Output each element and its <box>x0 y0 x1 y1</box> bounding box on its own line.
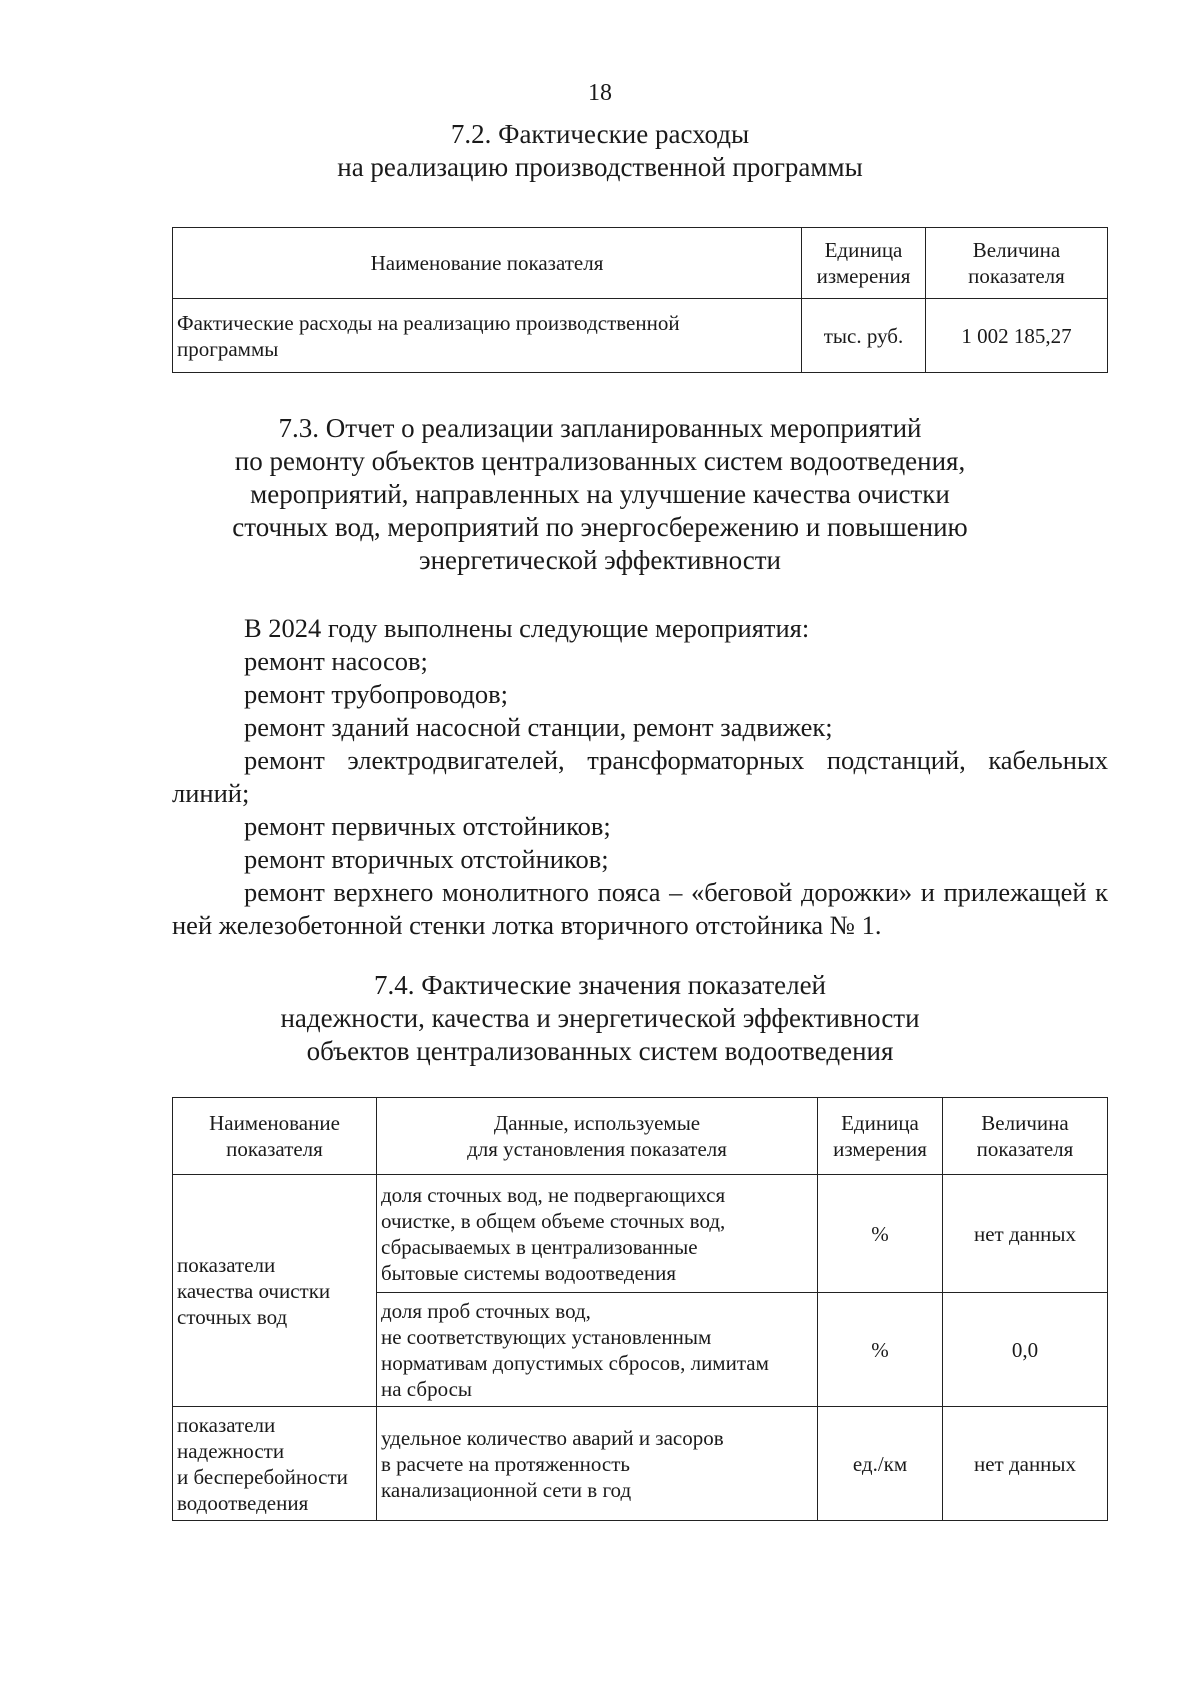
list-item: ремонт первичных отстойников; <box>244 811 611 841</box>
header-cell-value: Величина показателя <box>943 1098 1108 1175</box>
table-row <box>173 1175 1108 1293</box>
expenses-unit-cell: тыс. руб. <box>802 299 926 373</box>
indicator-data-cell: удельное количество аварий и засоров в расчете на протяженность канализационной сети в год <box>377 1407 818 1521</box>
expenses-name-cell: Фактические расходы на реализацию производственной программы <box>173 299 802 373</box>
indicators-table <box>172 1097 1108 1521</box>
list-item: ремонт верхнего монолитного пояса – «беговой дорожки» и прилежащей к ней железобетонной стенки лотка вторичного отстойника № 1. <box>172 877 1108 940</box>
section-7-3-title: 7.3. Отчет о реализации запланированных мероприятий по ремонту объектов централизованных систем водоотведения, мероприятий, направленных на улучшение качества очистки сточных вод, мероприятий по энергосбережению и повышению энергетической эффективности <box>232 413 968 575</box>
table-row <box>173 1407 1108 1521</box>
header-cell-data: Данные, используемые для установления показателя <box>377 1098 818 1175</box>
section-7-4-title: 7.4. Фактические значения показателей надежности, качества и энергетической эффективности объектов централизованных систем водоотведения <box>280 970 920 1066</box>
header-cell-value: Величина показателя <box>926 228 1108 299</box>
list-item: ремонт электродвигателей, трансформаторных подстанций, кабельных линий; <box>172 745 1108 808</box>
indicator-group-quality: показатели качества очистки сточных вод <box>173 1175 377 1407</box>
section-7-2-title: 7.2. Фактические расходы на реализацию производственной программы <box>337 119 863 182</box>
list-item: ремонт вторичных отстойников; <box>244 844 609 874</box>
indicator-unit-cell: % <box>818 1293 943 1407</box>
indicator-value-cell: нет данных <box>943 1175 1108 1293</box>
header-cell-name: Наименование показателя <box>173 1098 377 1175</box>
list-intro: В 2024 году выполнены следующие мероприятия: <box>244 613 810 643</box>
indicator-data-cell: доля сточных вод, не подвергающихся очистке, в общем объеме сточных вод, сбрасываемых в централизованные бытовые системы водоотведения <box>377 1175 818 1293</box>
indicator-value-cell: нет данных <box>943 1407 1108 1521</box>
header-cell-name: Наименование показателя <box>173 228 802 299</box>
expenses-value-cell: 1 002 185,27 <box>926 299 1108 373</box>
list-item: ремонт трубопроводов; <box>244 679 508 709</box>
indicator-data-cell: доля проб сточных вод, не соответствующих установленным нормативам допустимых сбросов, лимитам на сбросы <box>377 1293 818 1407</box>
expenses-table <box>172 227 1108 373</box>
header-cell-unit: Единица измерения <box>818 1098 943 1175</box>
indicator-value-cell: 0,0 <box>943 1293 1108 1407</box>
measures-list <box>172 612 1108 942</box>
indicator-group-reliability: показатели надежности и бесперебойности водоотведения <box>173 1407 377 1521</box>
page-number: 18 <box>588 80 612 106</box>
list-item: ремонт зданий насосной станции, ремонт задвижек; <box>244 712 833 742</box>
indicator-unit-cell: ед./км <box>818 1407 943 1521</box>
list-item: ремонт насосов; <box>244 646 428 676</box>
indicator-unit-cell: % <box>818 1175 943 1293</box>
header-cell-unit: Единица измерения <box>802 228 926 299</box>
